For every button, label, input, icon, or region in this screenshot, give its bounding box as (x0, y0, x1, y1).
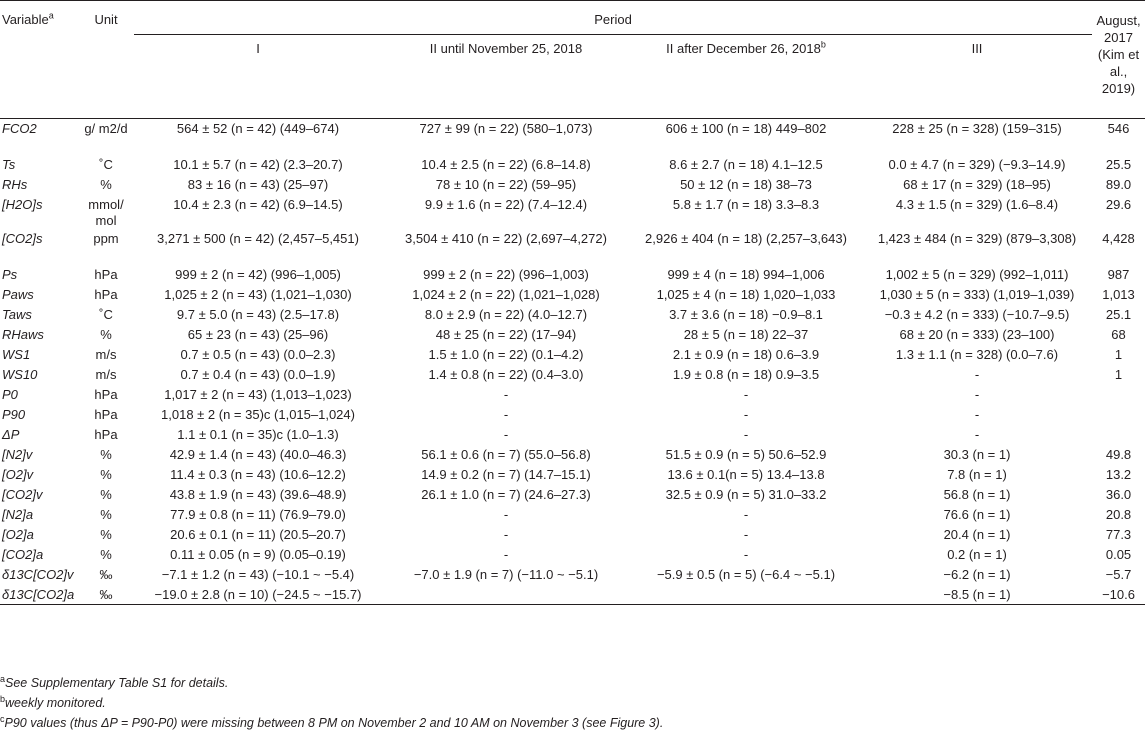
row-reference: 20.8 (1105, 506, 1132, 522)
row-period-ii-before: - (503, 506, 509, 522)
footnote-a: $^a$See Supplementary Table S1 for details. (0, 673, 229, 690)
row-variable: [CO2]v (2, 486, 43, 502)
header-period-iii: III (971, 41, 983, 56)
row-period-ii-before: - (503, 526, 509, 542)
row-variable: P0 (2, 386, 18, 402)
row-period-ii-after: −5.9 ± 0.5 (n = 5) (−6.4 ~ −5.1) (656, 566, 836, 582)
row-period-i: 11.4 ± 0.3 (n = 43) (10.6–12.2) (170, 466, 346, 482)
row-period-ii-after: 50 ± 12 (n = 18) 38–73 (680, 176, 812, 192)
row-period-ii-after: 32.5 ± 0.9 (n = 5) 31.0–33.2 (665, 486, 827, 502)
row-period-ii-before: 727 ± 99 (n = 22) (580–1,073) (419, 121, 593, 136)
row-variable: Ts (2, 156, 16, 172)
row-period-ii-before: 48 ± 25 (n = 22) (17–94) (435, 326, 577, 342)
row-period-i: 9.7 ± 5.0 (n = 43) (2.5–17.8) (176, 306, 340, 322)
row-period-ii-before (382, 585, 630, 605)
table-row (0, 265, 1145, 285)
header-variable: Variable$^a$ (0, 1, 78, 119)
row-period-ii-after: 2,926 ± 404 (n = 18) (2,257–3,643) (645, 230, 847, 246)
row-reference: 987 (1107, 266, 1130, 282)
row-variable: [N2]a (2, 506, 34, 522)
row-variable: [CO2]a (2, 546, 44, 562)
row-reference: 546 (1107, 121, 1130, 136)
row-unit: ‰ (99, 566, 113, 582)
row-period-ii-before: 56.1 ± 0.6 (n = 7) (55.0–56.8) (421, 446, 591, 462)
row-period-i: 10.1 ± 5.7 (n = 42) (2.3–20.7) (173, 156, 343, 172)
row-reference: 1 (1114, 366, 1123, 382)
row-variable: P90 (2, 406, 26, 422)
row-reference: 36.0 (1105, 486, 1132, 502)
row-unit: ‰ (99, 586, 113, 602)
table-row (0, 385, 1145, 405)
row-period-ii-after: 13.6 ± 0.1(n = 5) 13.4–13.8 (667, 466, 825, 482)
row-unit: hPa (94, 266, 118, 282)
row-period-ii-before: 26.1 ± 1.0 (n = 7) (24.6–27.3) (421, 486, 591, 502)
row-period-ii-after: 1,025 ± 4 (n = 18) 1,020–1,033 (656, 286, 836, 302)
row-period-ii-before: - (503, 546, 509, 562)
row-period-ii-after: - (743, 386, 749, 402)
header-reference: August, 2017 (Kim et al., 2019) (1092, 1, 1145, 119)
row-period-iii: - (974, 366, 980, 382)
row-period-iii: 0.0 ± 4.7 (n = 329) (−9.3–14.9) (888, 156, 1066, 172)
row-period-ii-before: 1.4 ± 0.8 (n = 22) (0.4–3.0) (428, 366, 584, 382)
row-variable: RHaws (2, 326, 44, 342)
table-row (0, 425, 1145, 445)
table-row (0, 585, 1145, 605)
row-period-i: 3,271 ± 500 (n = 42) (2,457–5,451) (157, 230, 359, 246)
row-period-i: −19.0 ± 2.8 (n = 10) (−24.5 ~ −15.7) (154, 586, 362, 602)
row-variable: δ13C[CO2]a (2, 586, 75, 602)
header-period-i: I (256, 41, 260, 56)
row-variable: ΔP (2, 426, 20, 442)
row-reference: 89.0 (1105, 176, 1132, 192)
row-period-i: 0.11 ± 0.05 (n = 9) (0.05–0.19) (170, 546, 346, 562)
row-period-iii: - (974, 406, 980, 422)
row-period-iii: −6.2 (n = 1) (943, 566, 1011, 582)
row-period-i: 77.9 ± 0.8 (n = 11) (76.9–79.0) (170, 506, 346, 522)
table-row (0, 545, 1145, 565)
row-period-ii-after: 3.7 ± 3.6 (n = 18) −0.9–8.1 (669, 306, 823, 322)
row-period-ii-before: 1,024 ± 2 (n = 22) (1,021–1,028) (412, 286, 600, 302)
row-period-i: 42.9 ± 1.4 (n = 43) (40.0–46.3) (169, 446, 347, 462)
row-period-i: 0.7 ± 0.5 (n = 43) (0.0–2.3) (180, 346, 336, 362)
row-unit: % (100, 326, 112, 342)
table-row (0, 325, 1145, 345)
table-row (0, 119, 1145, 155)
row-reference: 29.6 (1105, 196, 1132, 212)
row-period-iii: −0.3 ± 4.2 (n = 333) (−10.7–9.5) (884, 306, 1070, 322)
row-variable: δ13C[CO2]v (2, 566, 74, 582)
row-unit: m/s (95, 366, 117, 382)
row-variable: WS10 (2, 366, 38, 382)
row-period-ii-before: −7.0 ± 1.9 (n = 7) (−11.0 ~ −5.1) (413, 566, 599, 582)
row-unit: hPa (94, 386, 118, 402)
row-period-iii: - (974, 386, 980, 402)
row-variable: Ps (2, 266, 18, 282)
row-period-i: 1.1 ± 0.1 (n = 35)c (1.0–1.3) (177, 426, 339, 442)
table-row (0, 229, 1145, 265)
row-unit: ˚C (99, 306, 113, 322)
row-period-iii: 68 ± 20 (n = 333) (23–100) (899, 326, 1055, 342)
row-reference: 1 (1114, 346, 1123, 362)
row-unit: % (100, 526, 112, 542)
row-period-i: 65 ± 23 (n = 43) (25–96) (187, 326, 329, 342)
row-reference: 77.3 (1105, 526, 1132, 542)
row-period-ii-after: 51.5 ± 0.9 (n = 5) 50.6–52.9 (665, 446, 827, 462)
row-period-ii-after: 2.1 ± 0.9 (n = 18) 0.6–3.9 (672, 346, 820, 362)
row-period-iii: 7.8 (n = 1) (947, 466, 1007, 482)
row-period-ii-before: 999 ± 2 (n = 22) (996–1,003) (423, 266, 589, 282)
row-variable: [H2O]s (2, 196, 43, 212)
row-period-i: 1,017 ± 2 (n = 43) (1,013–1,023) (164, 386, 352, 402)
row-variable: [O2]a (2, 526, 34, 542)
row-period-ii-after: - (743, 526, 749, 542)
row-reference: 25.1 (1105, 306, 1132, 322)
row-reference (1092, 385, 1145, 405)
row-reference (1092, 425, 1145, 445)
table-row (0, 465, 1145, 485)
table-row (0, 405, 1145, 425)
table-row (0, 305, 1145, 325)
row-period-ii-before: 14.9 ± 0.2 (n = 7) (14.7–15.1) (421, 466, 591, 482)
row-period-iii: 56.8 (n = 1) (943, 486, 1011, 502)
row-period-ii-before: 9.9 ± 1.6 (n = 22) (7.4–12.4) (424, 196, 588, 212)
row-period-ii-after: 606 ± 100 (n = 18) 449–802 (665, 121, 827, 136)
header-period-ii-after: II after December 26, 2018$^b$ (666, 39, 826, 56)
table-row (0, 365, 1145, 385)
row-period-ii-before: 10.4 ± 2.5 (n = 22) (6.8–14.8) (421, 156, 591, 172)
footnote-c: $^c$P90 values (thus ΔP = P90-P0) were missing between 8 PM on November 2 and 10 AM on November 3 (see Figure 3). (0, 713, 664, 730)
table-row (0, 345, 1145, 365)
row-period-iii: −8.5 (n = 1) (943, 586, 1011, 602)
row-period-ii-before: 1.5 ± 1.0 (n = 22) (0.1–4.2) (428, 346, 584, 362)
table-body (0, 119, 1145, 605)
row-period-ii-before: - (503, 406, 509, 422)
row-unit: m/s (95, 346, 117, 362)
table-row (0, 505, 1145, 525)
row-unit: % (100, 486, 112, 502)
footnote-b: $^b$weekly monitored. (0, 693, 106, 710)
row-variable: [CO2]s (2, 230, 43, 246)
row-unit: mmol/ mol (88, 196, 124, 228)
row-period-iii: 0.2 (n = 1) (947, 546, 1007, 562)
row-period-iii: 1,030 ± 5 (n = 333) (1,019–1,039) (879, 286, 1075, 302)
row-period-i: −7.1 ± 1.2 (n = 43) (−10.1 ~ −5.4) (161, 566, 355, 582)
row-period-ii-before: - (503, 386, 509, 402)
row-period-ii-before: 78 ± 10 (n = 22) (59–95) (435, 176, 577, 192)
row-period-ii-after: - (743, 406, 749, 422)
row-period-iii: 228 ± 25 (n = 328) (159–315) (892, 121, 1062, 136)
row-unit: ppm (93, 230, 119, 246)
row-variable: Paws (2, 286, 34, 302)
row-period-iii: 1,002 ± 5 (n = 329) (992–1,011) (885, 266, 1069, 282)
row-period-ii-after: 1.9 ± 0.8 (n = 18) 0.9–3.5 (672, 366, 820, 382)
row-variable: WS1 (2, 346, 31, 362)
row-unit: hPa (94, 286, 118, 302)
row-period-ii-after: - (743, 546, 749, 562)
row-period-iii: 1,423 ± 484 (n = 329) (879–3,308) (877, 230, 1077, 246)
row-period-iii: 20.4 (n = 1) (943, 526, 1011, 542)
table-row (0, 155, 1145, 175)
header-unit: Unit (78, 1, 134, 119)
row-period-i: 10.4 ± 2.3 (n = 42) (6.9–14.5) (173, 196, 343, 212)
row-reference: 49.8 (1105, 446, 1132, 462)
row-reference: −5.7 (1105, 566, 1132, 582)
row-reference: 25.5 (1105, 156, 1132, 172)
row-unit: % (100, 546, 112, 562)
row-period-i: 20.6 ± 0.1 (n = 11) (20.5–20.7) (170, 526, 346, 542)
row-period-ii-after: 8.6 ± 2.7 (n = 18) 4.1–12.5 (669, 156, 823, 172)
row-period-i: 83 ± 16 (n = 43) (25–97) (187, 176, 329, 192)
row-variable: [O2]v (2, 466, 34, 482)
table-row (0, 285, 1145, 305)
row-reference: 4,428 (1102, 230, 1135, 246)
row-period-iii: 76.6 (n = 1) (943, 506, 1011, 522)
row-unit: % (100, 176, 112, 192)
row-period-ii-after: - (743, 426, 749, 442)
row-unit: g/ m2/d (84, 121, 128, 136)
row-reference: 0.05 (1105, 546, 1132, 562)
row-period-ii-after: 5.8 ± 1.7 (n = 18) 3.3–8.3 (672, 196, 820, 212)
table-row (0, 485, 1145, 505)
row-period-iii: 1.3 ± 1.1 (n = 328) (0.0–7.6) (895, 346, 1059, 362)
row-period-ii-before: 3,504 ± 410 (n = 22) (2,697–4,272) (405, 230, 607, 246)
row-reference: 1,013 (1102, 286, 1135, 302)
row-period-i: 999 ± 2 (n = 42) (996–1,005) (175, 266, 341, 282)
row-period-ii-after: 999 ± 4 (n = 18) 994–1,006 (667, 266, 825, 282)
table-row (0, 195, 1145, 229)
row-period-iii: 4.3 ± 1.5 (n = 329) (1.6–8.4) (895, 196, 1059, 212)
row-unit: % (100, 446, 112, 462)
header-period-ii-before: II until November 25, 2018 (429, 41, 583, 56)
row-period-ii-after (630, 585, 862, 605)
row-reference: 68 (1111, 326, 1126, 342)
header-period: Period (134, 1, 1092, 35)
row-variable: Taws (2, 306, 32, 322)
table-row (0, 565, 1145, 585)
row-period-iii: - (974, 426, 980, 442)
table-row (0, 175, 1145, 195)
row-period-iii: 30.3 (n = 1) (943, 446, 1011, 462)
row-period-i: 1,025 ± 2 (n = 43) (1,021–1,030) (164, 286, 352, 302)
row-unit: hPa (94, 406, 118, 422)
row-period-iii: 68 ± 17 (n = 329) (18–95) (903, 176, 1051, 192)
row-reference (1092, 405, 1145, 425)
row-variable: [N2]v (2, 446, 33, 462)
row-period-ii-before: 8.0 ± 2.9 (n = 22) (4.0–12.7) (424, 306, 588, 322)
row-reference: 13.2 (1105, 466, 1132, 482)
row-unit: % (100, 466, 112, 482)
row-period-i: 0.7 ± 0.4 (n = 43) (0.0–1.9) (180, 366, 336, 382)
row-period-i: 43.8 ± 1.9 (n = 43) (39.6–48.9) (169, 486, 347, 502)
row-unit: ˚C (99, 156, 113, 172)
row-period-ii-after: - (743, 506, 749, 522)
row-variable: FCO2 (2, 121, 37, 136)
row-period-i: 564 ± 52 (n = 42) (449–674) (176, 121, 340, 136)
row-variable: RHs (2, 176, 28, 192)
row-period-ii-after: 28 ± 5 (n = 18) 22–37 (683, 326, 809, 342)
row-reference: −10.6 (1102, 586, 1135, 602)
table-row (0, 525, 1145, 545)
row-unit: % (100, 506, 112, 522)
table-row (0, 445, 1145, 465)
row-period-i: 1,018 ± 2 (n = 35)c (1,015–1,024) (161, 406, 355, 422)
row-unit: hPa (94, 426, 118, 442)
row-period-ii-before: - (503, 426, 509, 442)
